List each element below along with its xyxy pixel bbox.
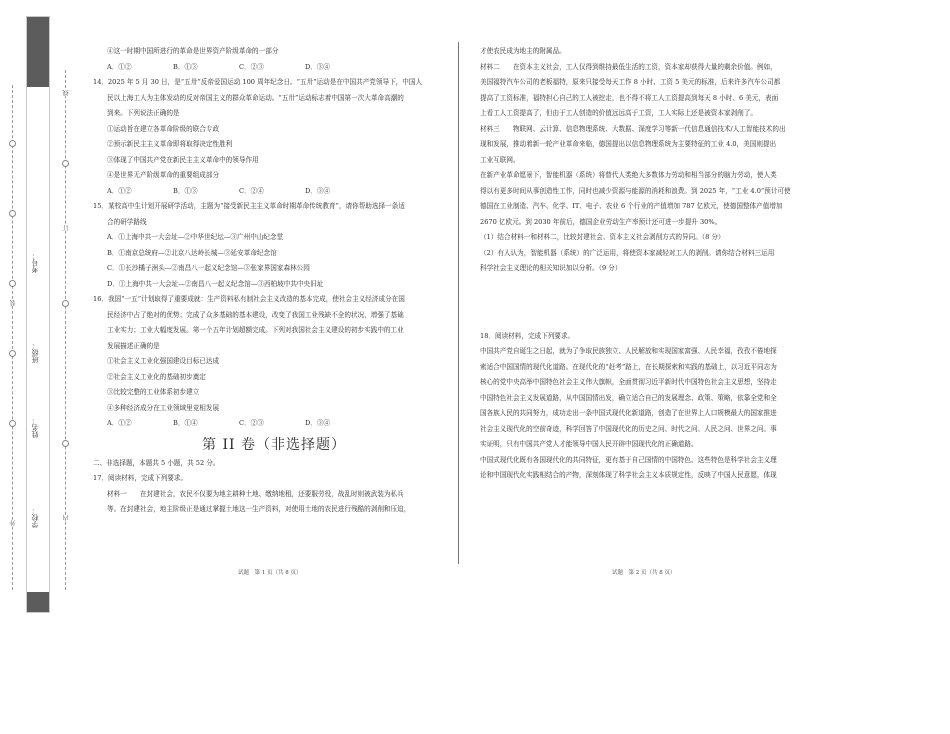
text-line: 国各族人民的共同努力，成功走出一条中国式现代化新道路，创造了在世界上人口规模最大的国家推进 xyxy=(480,409,777,417)
text-line: ②预示新民主主义革命即将取得决定性胜利 xyxy=(107,140,233,148)
school-label: 学校： xyxy=(31,507,39,528)
text-line: 材料一 在封建社会，农民不仅要为地主耕种土地、缴纳地租，还要服劳役，战乱时则被武装为私兵 xyxy=(107,489,404,498)
answer-option: B．①③ xyxy=(173,186,198,195)
punch-hole xyxy=(62,160,69,167)
answer-option: A．①② xyxy=(107,62,132,71)
text-line: 中国特色社会主义发展道路，从中国国情出发，确立适合自己的发展理念、政策、策略，依靠全党和全 xyxy=(480,393,777,402)
text-line: 工业互联网。 xyxy=(480,155,520,164)
text-line: 提高了工资标准，福特担心自己的工人被挖走，也不得不将工人工资提高到每天 8 小时、6 美元，表面 xyxy=(480,93,779,102)
answer-option: D．③④ xyxy=(305,186,331,195)
text-line: 才使农民成为地主的附属品。 xyxy=(480,47,566,55)
cut-char-xian: 线 xyxy=(63,90,70,96)
answer-options xyxy=(93,184,455,200)
text-line: 上看工人工资提高了，但由于工人创造的价值远远高于工资，工人实际上还是被资本家剥削了。 xyxy=(480,109,757,117)
text-line: A．①上海中共一大会址—②中华世纪坛—③广州中山纪念堂 xyxy=(107,233,284,241)
text-line: ③比较完整的工业体系初步建立 xyxy=(107,388,200,396)
text-line: 14．2025 年 5 月 30 日，是“五卅”反帝爱国运动 100 周年纪念日。“五卅”运动是在中国共产党领导下，中国人 xyxy=(93,78,423,86)
text-line: 民经济中占了绝对的优势；完成了众多基础的基本建设，改变了我国工业残缺不全的状况，增强了基础 xyxy=(107,310,404,319)
text-line: 中国式现代化既有各国现代化的共同特征，更有基于自己国情的中国特色。这些特色是科学社会主义理 xyxy=(480,455,777,464)
text-line: 到来。下列说法正确的是 xyxy=(107,109,180,117)
column-divider xyxy=(458,42,459,564)
punch-hole xyxy=(9,350,16,357)
text-line: ①社会主义工业化强国建设目标已达成 xyxy=(107,357,220,365)
cut-char-zhuang: 装 xyxy=(10,300,17,306)
text-line: B．①南京总统府—②北京八达岭长城—③延安革命纪念馆 xyxy=(107,248,277,257)
text-line: 材料三 物联网、云计算、信息物理系统、大数据、深度学习等新一代信息通信技术/人工智能技术的出 xyxy=(480,124,786,133)
text-line: 合的研学路线 xyxy=(107,217,147,226)
page-2-column xyxy=(480,44,835,484)
text-line: ④是世界无产阶级革命的重要组成部分 xyxy=(107,171,220,179)
student-info-strip xyxy=(26,16,50,613)
text-line: 17．阅读材料，完成下列要求。 xyxy=(93,474,188,482)
text-line: C．①长沙橘子洲头—②南昌八一起义纪念馆—③张家界国家森林公园 xyxy=(107,264,310,272)
punch-hole xyxy=(62,300,69,307)
text-line: 2670 亿欧元。到 2030 年前后，德国企业劳动生产率预计还可进一步提升 30%。 xyxy=(480,217,722,226)
exam-number-label: 考号： xyxy=(31,252,39,273)
text-line: 15．某校高中生计划开展研学活动，主题为“接受新民主主义革命时期革命传统教育”，请你帮助选择一条适 xyxy=(93,202,405,210)
punch-hole xyxy=(9,210,16,217)
answer-option: C．②④ xyxy=(239,186,264,195)
answer-option: C．②③ xyxy=(239,419,264,427)
text-line: 核心的党中央高举中国特色社会主义伟大旗帜，全面贯彻习近平新时代中国特色社会主义思想，坚持走 xyxy=(480,378,777,386)
text-line: 索适合中国国情的现代化道路。在现代化的“赶考”路上，在长期探索和实践的基础上，以习近平同志为 xyxy=(480,362,777,371)
cut-char-outer: 外 xyxy=(10,520,17,526)
text-line: 16．我国“一五”计划取得了重要成就：生产资料私有制社会主义改造的基本完成，使社会主义经济成分在国 xyxy=(93,295,405,303)
answer-option: B．①③ xyxy=(173,62,198,71)
section-title: 第 II 卷（非选择题） xyxy=(202,436,346,453)
text-line: ④这一时期中国所进行的革命是世界资产阶级革命的一部分 xyxy=(107,47,279,55)
text-line: （2）有人认为，智能机器（系统）的广泛运用，将使资本家减轻对工人的剥削。请你结合材料三运用 xyxy=(480,248,775,257)
text-line: 中国共产党自诞生之日起，就为了争取民族独立、人民解放和实现国家富强、人民幸福，孜孜不倦地探 xyxy=(480,347,777,355)
page-2-footer: 试题 第 2 页（共 8 页） xyxy=(612,570,676,576)
text-line: 美国福特汽车公司的老板福特，原来只接受每天工作 8 小时、工资 5 美元的标准，后来许多汽车公司都 xyxy=(480,78,781,86)
text-line: 得以有更多时间从事创造性工作，同时也减少资源与能源的消耗和浪费。到 2025 年，“工业 4.0”预计可使 xyxy=(480,186,791,195)
text-line: 现和发展，推动着新一轮产业革命来临，德国提出以信息物理系统为主要特征的工业 4.0，美国则提出 xyxy=(480,140,777,148)
class-label: 班级： xyxy=(31,342,39,363)
answer-options xyxy=(93,416,455,432)
text-line: （1）结合材料一和材料二，比较封建社会、资本主义社会剥削方式的异同。（8 分） xyxy=(480,233,725,241)
text-line: 科学社会主义理论的相关知识加以分析。（9 分） xyxy=(480,264,622,272)
answer-option: C．②③ xyxy=(239,62,264,71)
punch-hole xyxy=(9,140,16,147)
text-line: D．①上海中共一大会址—②南昌八一起义纪念馆—③西柏坡中共中央旧址 xyxy=(107,279,324,288)
cut-char-inner: 内 xyxy=(63,515,70,521)
answer-option: D．③④ xyxy=(305,62,331,71)
answer-space xyxy=(480,277,835,329)
text-line: ③体现了中国共产党在新民主主义革命中的领导作用 xyxy=(107,155,259,164)
punch-hole xyxy=(9,280,16,287)
text-line: 等。在封建社会，地主阶级正是通过掌握土地这一生产资料，对使用土地的农民进行残酷的剥削和压迫， xyxy=(107,505,411,513)
name-label: 姓名： xyxy=(31,417,39,438)
text-line: ①运动旨在建立各革命阶级的联合专政 xyxy=(107,124,220,133)
text-line: 实证明，只有中国共产党人才能领导中国人民开辟中国现代化的正确道路。 xyxy=(480,440,698,448)
text-line: 德国在工业制造、汽车、化学、IT、电子、农业 6 个行业的产值增加 787 亿欧元，使德国整体产值增加 xyxy=(480,202,783,210)
answer-option: A．①② xyxy=(107,419,132,427)
punch-hole xyxy=(9,420,16,427)
answer-options xyxy=(93,60,455,76)
text-line: 论和中国现代化实践相结合的产物，深刻体现了科学社会主义本质规定性，反映了中国人民意愿，体现 xyxy=(480,471,777,479)
text-line: 发展描述正确的是 xyxy=(107,341,160,350)
answer-option: D．③④ xyxy=(305,419,331,427)
text-line: 18．阅读材料，完成下列要求。 xyxy=(480,331,575,340)
text-line: 社会主义现代化的空前奇迹，科学回答了中国现代化的历史之问、时代之问、人民之问、世界之问。事 xyxy=(480,424,777,433)
outer-cut-line xyxy=(12,85,13,590)
page-1-column xyxy=(93,44,455,518)
cut-char-ding: 订 xyxy=(63,225,70,231)
answer-option: A．①② xyxy=(107,186,132,195)
answer-option: B．①④ xyxy=(173,419,198,427)
punch-hole xyxy=(62,440,69,447)
text-line: 民以上海工人为主体发动的反对帝国主义的群众革命运动。“五卅”运动标志着中国第一次大革命高潮的 xyxy=(107,93,404,102)
inner-cut-line xyxy=(65,70,66,590)
text-line: ④多种经济成分在工业领域里竞相发展 xyxy=(107,403,220,412)
text-line: 二、非选择题，本题共 5 小题，共 52 分。 xyxy=(93,458,220,467)
text-line: ②社会主义工业化的基础初步奠定 xyxy=(107,372,206,381)
text-line: 材料二 在资本主义社会，工人仅得到维持最低生活的工资，资本家却获得大量的剩余价值。例如， xyxy=(480,62,777,71)
text-line: 在新产业革命愿景下，智能机器（系统）将替代人类绝大多数体力劳动和相当部分的脑力劳动，使人类 xyxy=(480,171,777,179)
page-1-footer: 试题 第 1 页（共 8 页） xyxy=(238,570,302,576)
text-line: 工业实力；工业大幅度发展。第一个五年计划超额完成。下列对我国社会主义建设的初步实践中的工业 xyxy=(107,326,404,334)
